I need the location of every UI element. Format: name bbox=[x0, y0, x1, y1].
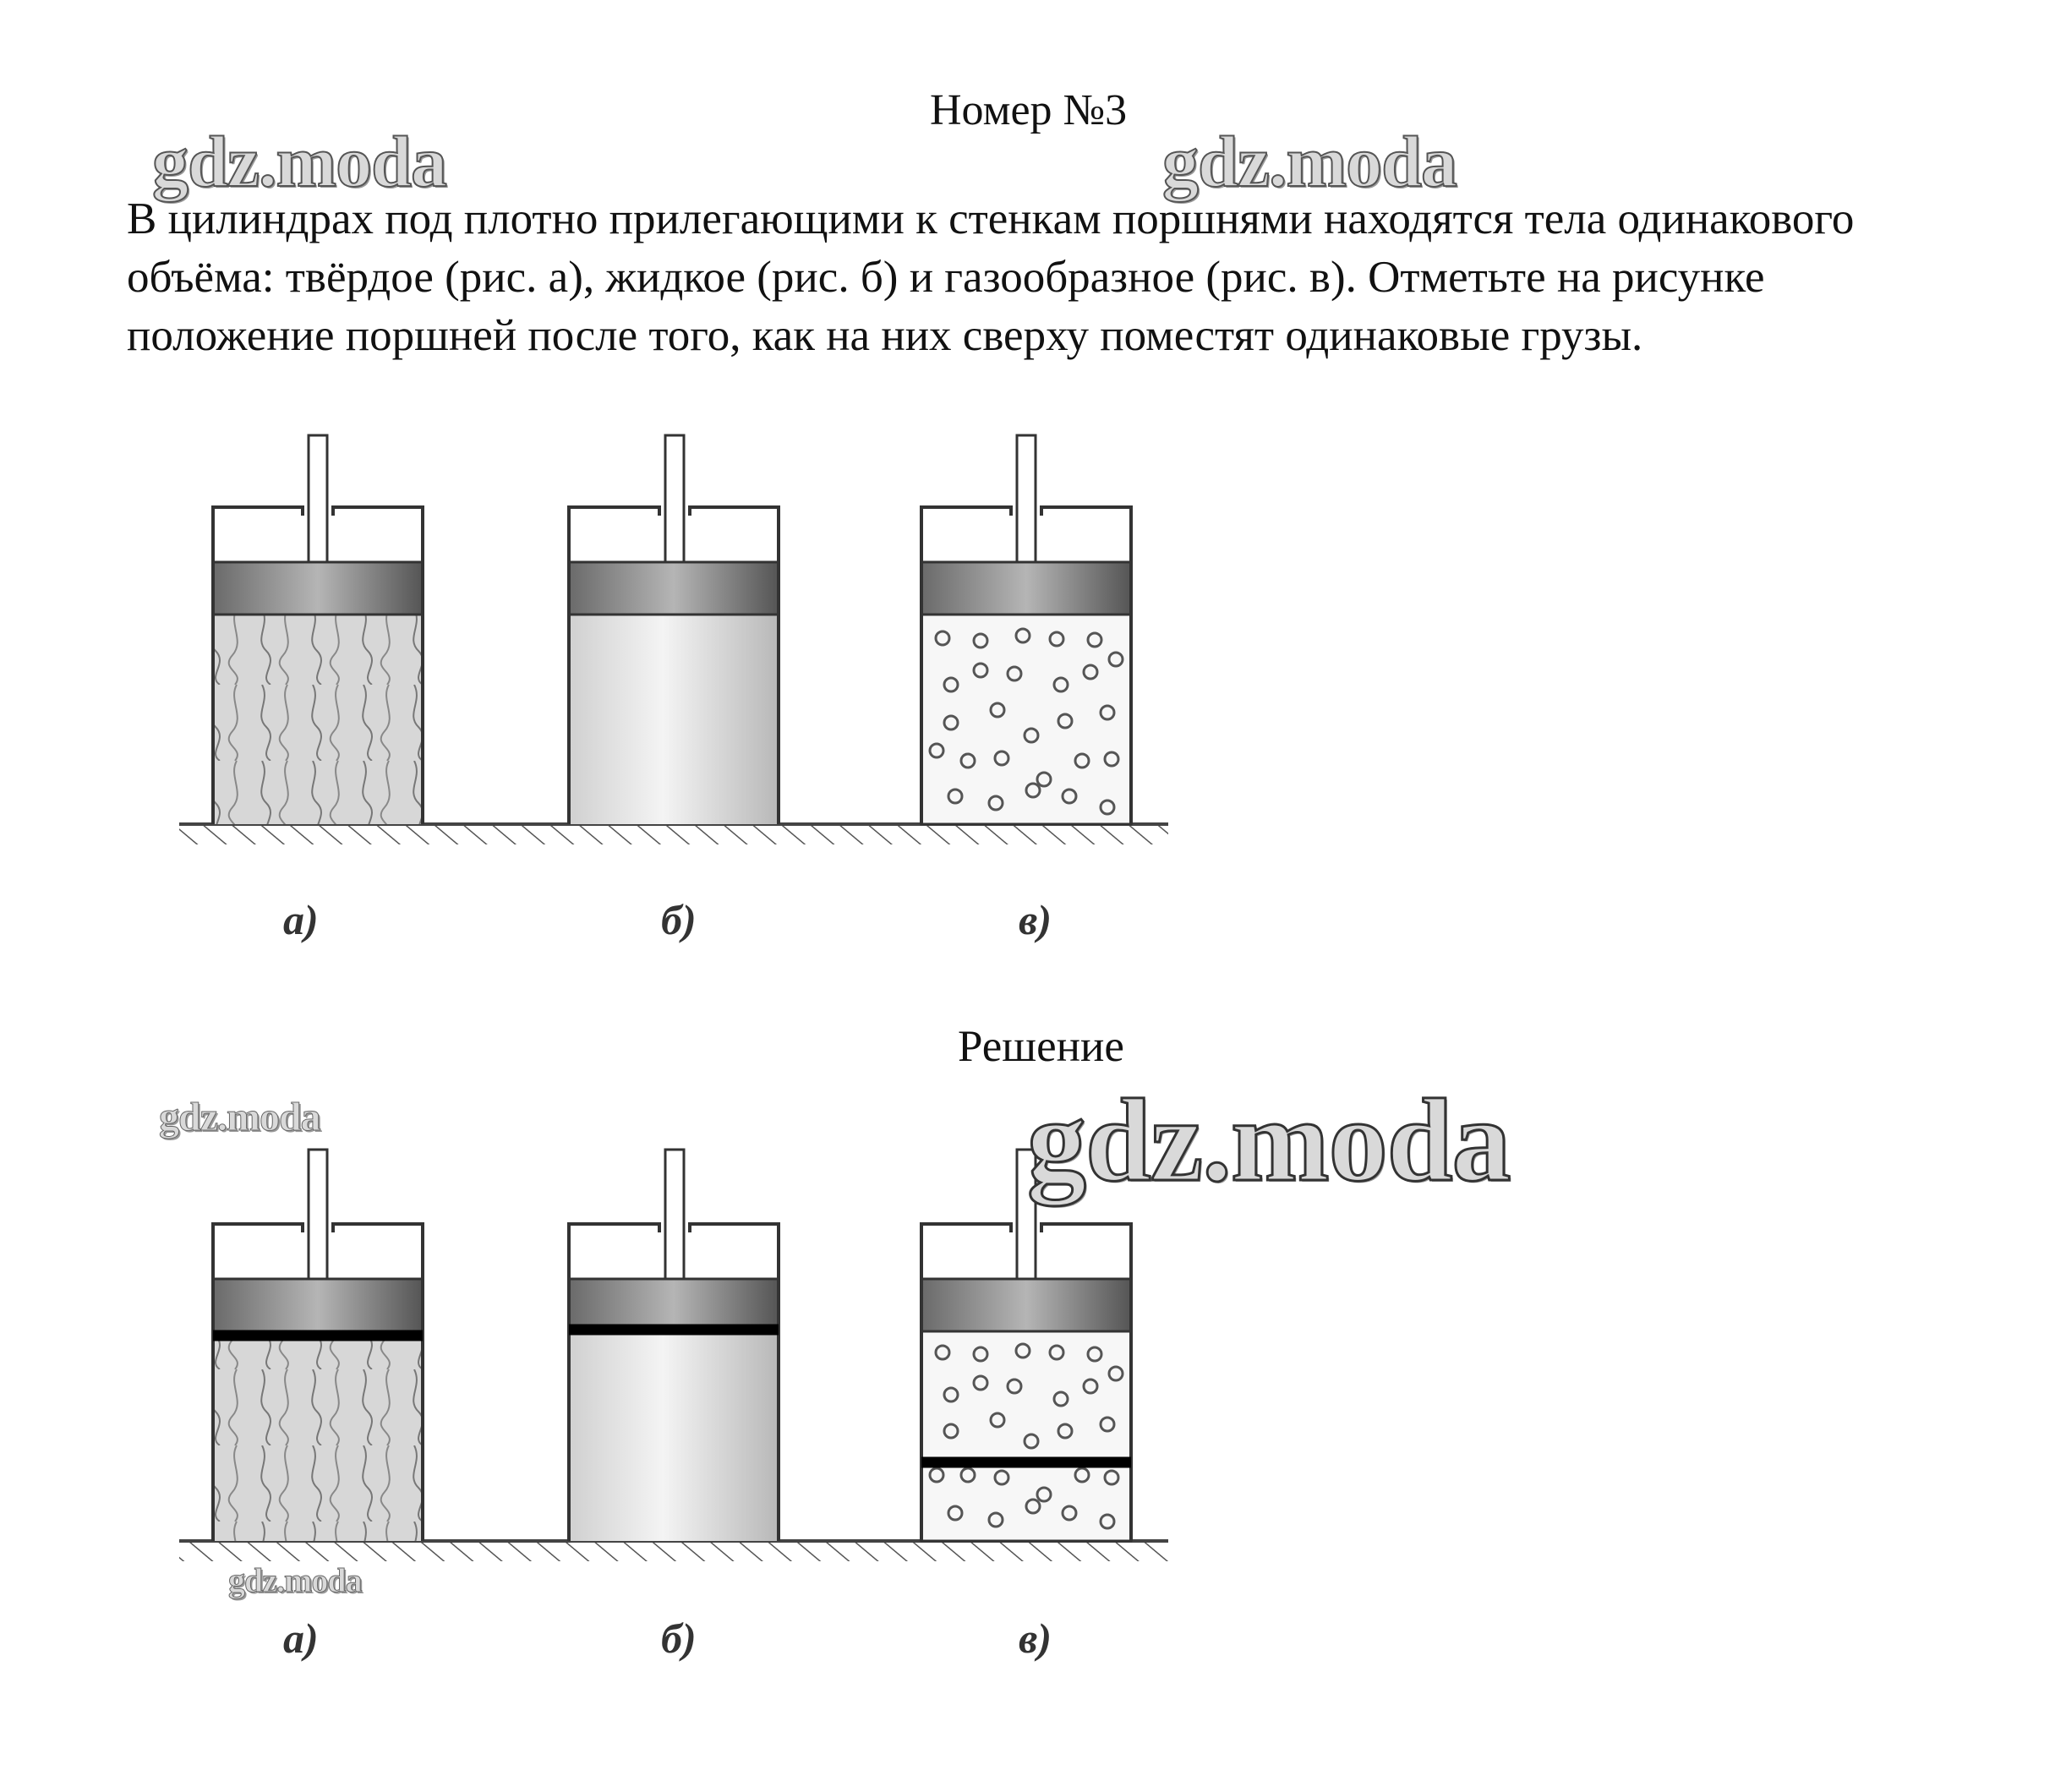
piston-rod bbox=[665, 1150, 684, 1279]
watermark: gdz.moda bbox=[1027, 1075, 1511, 1206]
label-c-top: в) bbox=[1019, 896, 1052, 943]
label-a-bottom: а) bbox=[283, 1614, 319, 1662]
piston-rod bbox=[665, 435, 684, 562]
page-title: Номер №3 bbox=[930, 86, 1128, 134]
solution-title: Решение bbox=[958, 1022, 1124, 1071]
cylinder-solid-bottom bbox=[213, 1150, 423, 1541]
problem-text: В цилиндрах под плотно прилегающими к стенкам поршнями находятся тела одинакового объёма: твёрдое (рис. а), жидкое (рис. б) и газообразное (рис. в). Отметьте на рисунке положение поршней после того, как на них сверху поместят одинаковые грузы. bbox=[127, 194, 1855, 360]
watermark: gdz.moda bbox=[159, 1095, 320, 1139]
watermark: gdz.moda bbox=[228, 1561, 362, 1599]
piston-rod bbox=[309, 1150, 327, 1279]
cylinder-liquid-bottom bbox=[569, 1150, 779, 1541]
piston bbox=[213, 1279, 423, 1331]
piston-rod bbox=[309, 435, 327, 562]
bottom-figures bbox=[179, 1150, 1168, 1561]
label-c-bottom: в) bbox=[1019, 1614, 1052, 1662]
piston bbox=[213, 562, 423, 615]
ground-bottom bbox=[179, 1541, 1168, 1561]
piston bbox=[921, 562, 1131, 615]
label-b-top: б) bbox=[661, 896, 697, 943]
watermark: gdz.moda bbox=[152, 121, 446, 202]
piston bbox=[921, 1279, 1131, 1331]
label-a-top: а) bbox=[283, 896, 319, 943]
cylinder-gas-bottom bbox=[921, 1150, 1131, 1541]
cylinder-solid-top bbox=[213, 435, 423, 824]
piston bbox=[569, 1279, 779, 1331]
cylinder-liquid-top bbox=[569, 435, 779, 824]
piston bbox=[569, 562, 779, 615]
watermark: gdz.moda bbox=[1162, 121, 1457, 202]
top-figures bbox=[179, 435, 1168, 844]
cylinder-gas-top bbox=[921, 435, 1131, 824]
piston-rod bbox=[1017, 435, 1036, 562]
ground-top bbox=[179, 824, 1168, 844]
label-b-bottom: б) bbox=[661, 1614, 697, 1662]
